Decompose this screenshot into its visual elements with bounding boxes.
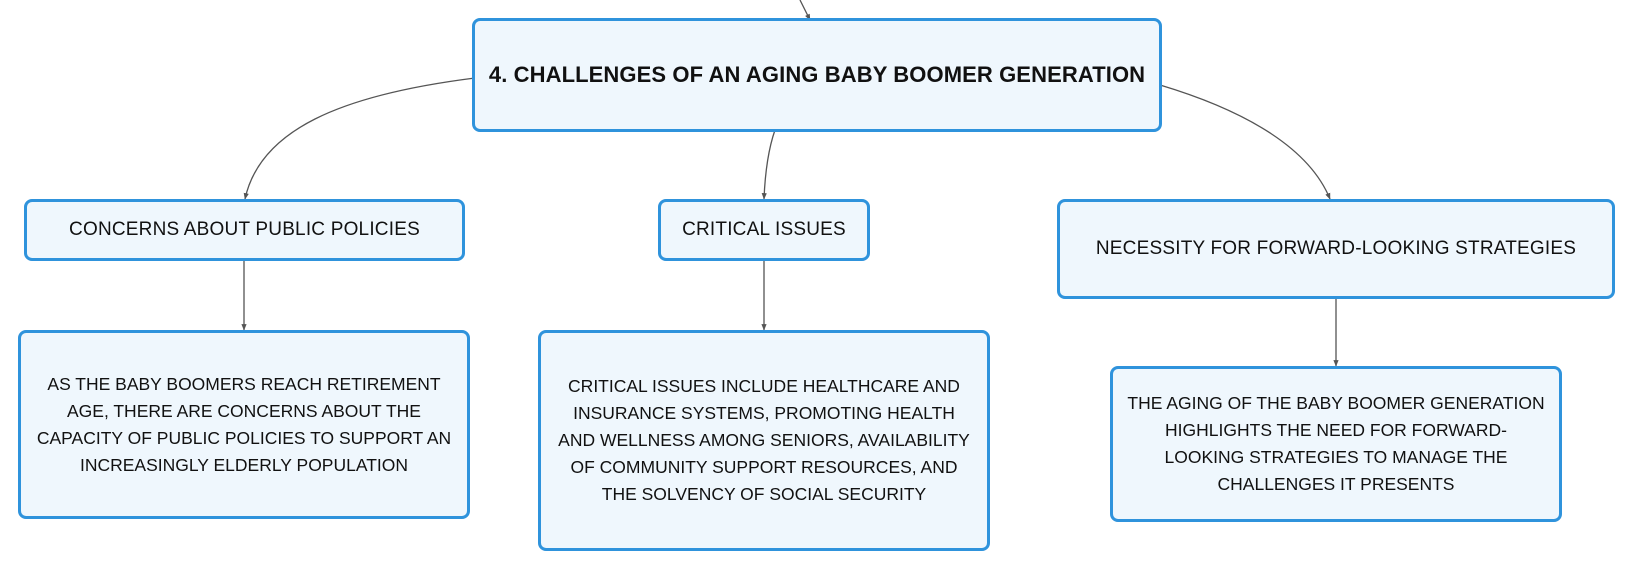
detail-node-critical-issues[interactable] xyxy=(538,330,990,551)
detail-node-text: CRITICAL ISSUES INCLUDE HEALTHCARE AND INSURANCE SYSTEMS, PROMOTING HEALTH AND WELLNESS AMONG SENIORS, AVAILABILITY OF COMMUNITY SUPPORT RESOURCES, AND THE SOLVENCY OF SOCIAL SECURITY xyxy=(558,376,970,504)
connector-root-to-topic-2 xyxy=(764,130,775,199)
root-node-label: 4. CHALLENGES OF AN AGING BABY BOOMER GENERATION xyxy=(488,62,1146,87)
connector-incoming-root xyxy=(800,0,810,20)
detail-node-text: THE AGING OF THE BABY BOOMER GENERATION HIGHLIGHTS THE NEED FOR FORWARD-LOOKING STRATEGIES TO MANAGE THE CHALLENGES IT PRESENTS xyxy=(1127,393,1545,494)
detail-node-public-policies[interactable] xyxy=(18,330,470,519)
topic-node-forward-looking-strategies[interactable] xyxy=(1057,199,1615,299)
topic-node-label: CONCERNS ABOUT PUBLIC POLICIES xyxy=(69,219,420,240)
detail-node-text: AS THE BABY BOOMERS REACH RETIREMENT AGE, THERE ARE CONCERNS ABOUT THE CAPACITY OF PUBLIC POLICIES TO SUPPORT AN INCREASINGLY ELDERLY POPULATION xyxy=(36,373,452,475)
topic-node-label: NECESSITY FOR FORWARD-LOOKING STRATEGIES xyxy=(1095,238,1577,259)
detail-node-forward-looking-strategies[interactable] xyxy=(1110,366,1562,522)
connector-root-to-topic-3 xyxy=(1160,85,1330,199)
root-node[interactable] xyxy=(472,18,1162,132)
topic-node-label: CRITICAL ISSUES xyxy=(682,219,846,240)
topic-node-public-policies[interactable] xyxy=(24,199,465,261)
connector-root-to-topic-1 xyxy=(245,78,475,199)
topic-node-critical-issues[interactable] xyxy=(658,199,870,261)
